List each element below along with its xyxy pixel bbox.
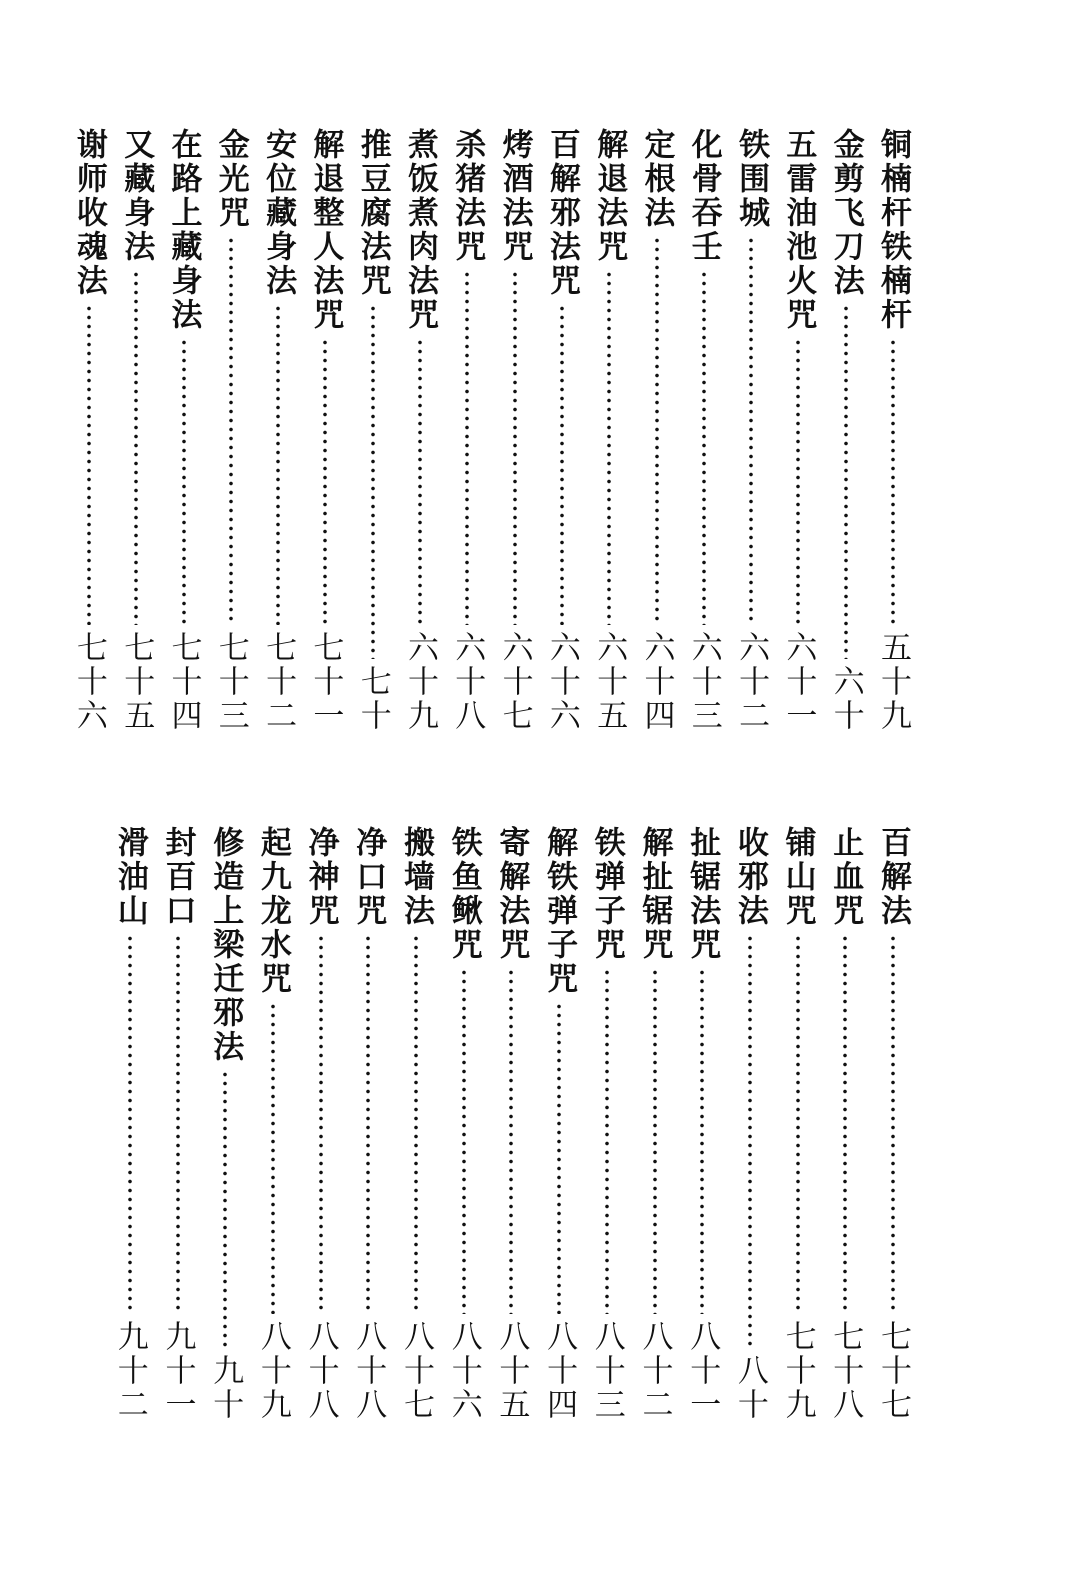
toc-entry — [873, 826, 913, 1422]
dot-leader — [749, 236, 753, 625]
toc-entry-page-number: 五十九 — [875, 631, 911, 733]
toc-entry-page-number: 八十七 — [398, 1320, 434, 1422]
toc-entry — [301, 826, 341, 1422]
toc-entry-title: 收邪法 — [731, 826, 768, 928]
toc-entry-title: 解退法咒 — [591, 128, 628, 264]
toc-entry-page-number: 八十一 — [684, 1320, 721, 1422]
toc-entry-page-number: 八十三 — [588, 1320, 625, 1422]
toc-entry-title: 定根法 — [638, 128, 675, 230]
toc-entry-title: 净口咒 — [350, 826, 387, 928]
dot-leader — [182, 338, 186, 625]
toc-entry-page-number: 六十三 — [685, 631, 722, 733]
dot-leader — [513, 270, 517, 625]
toc-entry — [491, 826, 531, 1422]
toc-entry-title: 扯锯法咒 — [684, 826, 721, 962]
toc-entry-title: 铁弹子咒 — [588, 826, 625, 962]
toc-entry-title: 解扯锯咒 — [636, 826, 673, 962]
toc-entry-page-number: 八十二 — [636, 1320, 673, 1422]
toc-entry-title: 搬墙法 — [398, 826, 434, 928]
toc-entry-title: 又藏身法 — [118, 128, 155, 264]
toc-entry-page-number: 七十二 — [260, 631, 297, 733]
dot-leader — [128, 934, 132, 1314]
toc-entry-page-number: 七十一 — [307, 631, 344, 733]
toc-entry — [158, 826, 198, 1422]
dot-leader — [700, 968, 704, 1314]
toc-entry-title: 铜楠杆铁楠杆 — [875, 128, 911, 332]
dot-leader — [509, 968, 513, 1314]
toc-entry — [258, 128, 298, 733]
toc-entry-title: 煮饭煮肉法咒 — [402, 128, 438, 332]
toc-entry-page-number: 八十九 — [254, 1320, 291, 1422]
toc-entry-title: 化骨吞壬 — [685, 128, 722, 264]
dot-leader — [134, 270, 138, 625]
toc-entry-page-number: 八十 — [731, 1354, 768, 1422]
toc-entry — [635, 826, 675, 1422]
toc-entry-title: 烤酒法咒 — [496, 128, 533, 264]
toc-entry — [684, 128, 724, 733]
dot-leader — [371, 304, 375, 659]
dot-leader — [271, 1002, 275, 1314]
toc-entry — [396, 826, 436, 1422]
toc-entry-title: 止血咒 — [827, 826, 864, 928]
toc-entry-page-number: 八十八 — [302, 1320, 339, 1422]
toc-section-upper — [0, 128, 1080, 733]
dot-leader — [418, 338, 422, 625]
toc-entry-title: 滑油山 — [111, 826, 148, 928]
toc-entry-title: 起九龙水咒 — [254, 826, 291, 996]
dot-leader — [414, 934, 418, 1314]
toc-entry-title: 铁鱼鳅咒 — [445, 826, 482, 962]
toc-entry-title: 谢师收魂法 — [70, 128, 107, 298]
toc-entry-title: 金光咒 — [212, 128, 249, 230]
toc-entry — [253, 826, 293, 1422]
toc-entry-page-number: 七十五 — [118, 631, 155, 733]
toc-entry-title: 解铁弹子咒 — [541, 826, 578, 996]
toc-entry — [447, 128, 487, 733]
toc-entry-page-number: 六十 — [827, 665, 864, 733]
toc-entry — [305, 128, 345, 733]
toc-entry-page-number: 六十七 — [496, 631, 533, 733]
toc-entry-page-number: 八十四 — [541, 1320, 578, 1422]
toc-entry-title: 杀猪法咒 — [449, 128, 486, 264]
toc-entry — [730, 826, 770, 1422]
toc-entry-page-number: 九十二 — [111, 1320, 148, 1422]
toc-entry-page-number: 六十九 — [402, 631, 438, 733]
toc-entry-title: 五雷油池火咒 — [780, 128, 817, 332]
dot-leader — [607, 270, 611, 625]
toc-entry-title: 铁围城 — [733, 128, 770, 230]
dot-leader — [844, 304, 848, 659]
toc-entry-page-number: 七十 — [354, 665, 391, 733]
dot-leader — [276, 304, 280, 625]
dot-leader — [655, 236, 659, 625]
toc-entry — [205, 826, 245, 1422]
toc-entry — [873, 128, 913, 733]
toc-entry-page-number: 七十六 — [70, 631, 107, 733]
toc-entry-page-number: 六十四 — [638, 631, 675, 733]
toc-entry-page-number: 六十八 — [449, 631, 486, 733]
toc-entry-page-number: 七十三 — [212, 631, 249, 733]
toc-entry-title: 在路上藏身法 — [165, 128, 202, 332]
dot-leader — [462, 968, 466, 1314]
toc-entry-page-number: 九十一 — [159, 1320, 196, 1422]
toc-entry-title: 封百口 — [159, 826, 196, 928]
toc-entry — [110, 826, 150, 1422]
toc-entry-page-number: 七十八 — [827, 1320, 864, 1422]
toc-entry — [778, 826, 818, 1422]
dot-leader — [323, 338, 327, 625]
dot-leader — [87, 304, 91, 625]
toc-entry — [211, 128, 251, 733]
toc-entry — [116, 128, 156, 733]
toc-entry — [353, 128, 393, 733]
toc-entry-page-number: 九十 — [207, 1354, 244, 1422]
toc-entry — [164, 128, 204, 733]
dot-leader — [465, 270, 469, 625]
toc-entry-page-number: 七十四 — [165, 631, 202, 733]
toc-entry — [444, 826, 484, 1422]
toc-entry — [587, 826, 627, 1422]
toc-entry-title: 百解邪法咒 — [543, 128, 580, 298]
dot-leader — [557, 1002, 561, 1314]
toc-section-lower — [0, 826, 1080, 1422]
dot-leader — [229, 236, 233, 625]
toc-entry-page-number: 六十五 — [591, 631, 628, 733]
toc-entry — [400, 128, 440, 733]
toc-entry-page-number: 六十一 — [780, 631, 817, 733]
toc-entry — [495, 128, 535, 733]
dot-leader — [223, 1070, 227, 1348]
dot-leader — [319, 934, 323, 1314]
toc-entry — [778, 128, 818, 733]
dot-leader — [560, 304, 564, 625]
toc-entry-page-number: 八十五 — [493, 1320, 530, 1422]
toc-entry-page-number: 六十六 — [543, 631, 580, 733]
toc-entry-title: 修造上梁迁邪法 — [207, 826, 244, 1064]
toc-entry-title: 寄解法咒 — [493, 826, 530, 962]
toc-entry-page-number: 六十二 — [733, 631, 770, 733]
toc-entry — [539, 826, 579, 1422]
toc-entry-title: 百解法 — [875, 826, 911, 928]
toc-entry-page-number: 七十七 — [875, 1320, 911, 1422]
toc-entry — [589, 128, 629, 733]
toc-entry — [637, 128, 677, 733]
toc-entry — [731, 128, 771, 733]
toc-entry-title: 解退整人法咒 — [307, 128, 344, 332]
toc-entry-title: 推豆腐法咒 — [354, 128, 391, 298]
toc-entry-title: 净神咒 — [302, 826, 339, 928]
toc-entry — [542, 128, 582, 733]
dot-leader — [702, 270, 706, 625]
dot-leader — [605, 968, 609, 1314]
toc-entry-page-number: 八十八 — [350, 1320, 387, 1422]
toc-entry-title: 铺山咒 — [779, 826, 816, 928]
toc-entry-page-number: 七十九 — [779, 1320, 816, 1422]
toc-entry — [348, 826, 388, 1422]
toc-entry — [825, 826, 865, 1422]
dot-leader — [653, 968, 657, 1314]
dot-leader — [843, 934, 847, 1314]
dot-leader — [796, 338, 800, 625]
toc-entry — [682, 826, 722, 1422]
dot-leader — [891, 934, 895, 1314]
toc-entry — [826, 128, 866, 733]
dot-leader — [796, 934, 800, 1314]
dot-leader — [891, 338, 895, 625]
toc-entry-page-number: 八十六 — [445, 1320, 482, 1422]
dot-leader — [176, 934, 180, 1314]
toc-entry-title: 安位藏身法 — [260, 128, 297, 298]
toc-entry — [69, 128, 109, 733]
dot-leader — [748, 934, 752, 1348]
toc-entry-title: 金剪飞刀法 — [827, 128, 864, 298]
dot-leader — [366, 934, 370, 1314]
